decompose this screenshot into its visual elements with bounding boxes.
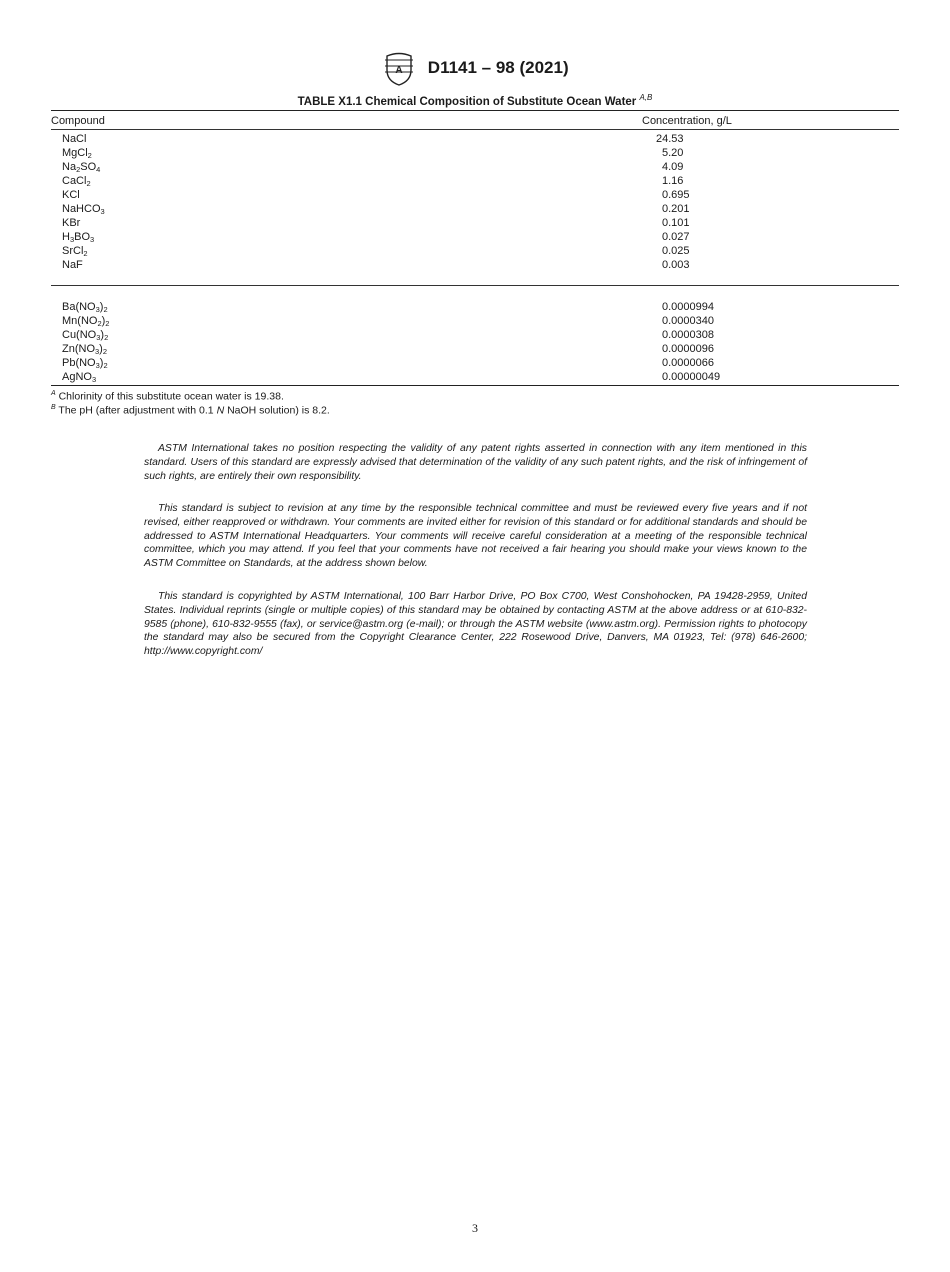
compound-cell (62, 356, 108, 370)
compound-cell (62, 244, 88, 258)
formula-text: SO (80, 161, 97, 173)
formula-subscript: 2 (102, 347, 108, 356)
formula-subscript: 3 (91, 375, 97, 384)
formula-text: CaCl (62, 175, 87, 187)
table-caption-text: TABLE X1.1 Chemical Composition of Substitute Ocean Water (297, 95, 637, 108)
document-header (0, 50, 950, 86)
formula-subscript: 2 (103, 305, 108, 314)
formula-text: NaF (62, 259, 83, 271)
formula-text: BO (74, 231, 91, 243)
document-designation: D1141 – 98 (2021) (427, 58, 569, 77)
formula-subscript: 2 (104, 333, 109, 342)
formula-text: Mn(NO (62, 315, 98, 327)
formula-subscript: 3 (95, 305, 100, 314)
compound-cell (62, 202, 105, 216)
compound-cell (62, 258, 83, 272)
concentration-cell: 0.027 (662, 231, 690, 243)
formula-text: H (62, 231, 70, 243)
formula-text: Cu(NO (62, 329, 97, 341)
formula-text: NaHCO (62, 203, 101, 215)
formula-text: ) (101, 315, 106, 327)
concentration-cell: 4.09 (662, 161, 684, 173)
table-bottom-rule (51, 385, 899, 386)
formula-subscript: 2 (76, 165, 81, 174)
footnote-a-text: Chlorinity of this substitute ocean water is 19.38. (58, 390, 284, 403)
formula-text: KCl (62, 189, 80, 201)
formula-text: ) (100, 329, 105, 341)
concentration-cell: 0.0000340 (662, 315, 714, 327)
footnote-a-label: A (51, 390, 56, 397)
concentration-cell: 0.695 (662, 189, 690, 201)
concentration-cell: 0.0000096 (662, 343, 714, 355)
formula-subscript: 3 (100, 207, 105, 216)
concentration-cell: 0.0000994 (662, 301, 714, 313)
concentration-cell: 0.0000066 (662, 357, 714, 369)
concentration-cell: 5.20 (662, 147, 684, 159)
formula-subscript: 3 (96, 333, 101, 342)
footnote-a (51, 390, 284, 403)
footnote-b-text-2: NaOH solution) is 8.2. (224, 404, 330, 417)
formula-subscript: 2 (87, 151, 92, 160)
compound-cell (62, 160, 100, 174)
compound-cell (62, 146, 92, 160)
concentration-cell: 0.201 (662, 203, 690, 215)
concentration-cell: 0.0000308 (662, 329, 714, 341)
compound-cell (62, 230, 94, 244)
compound-cell (62, 300, 108, 314)
concentration-cell: 0.00000049 (662, 371, 721, 383)
formula-text: AgNO (62, 371, 92, 383)
compound-cell (62, 132, 86, 146)
compound-cell (62, 370, 96, 384)
table-caption-refs: A,B (639, 93, 653, 102)
patent-notice: ASTM International takes no position respecting the validity of any patent rights asserted in connection with any item mentioned in this standard. Users of this standard are expressly advised that determination of the validity of any such patent rights, and the risk of infringement of such rights, are entirely their own responsibility. (144, 443, 807, 482)
formula-subscript: 2 (83, 249, 88, 258)
table-group-separator (51, 285, 899, 286)
compound-cell (62, 342, 107, 356)
formula-text: SrCl (62, 245, 84, 257)
formula-subscript: 2 (105, 319, 110, 328)
concentration-cell: 0.003 (662, 259, 690, 271)
formula-subscript: 3 (95, 347, 100, 356)
formula-text: ) (99, 301, 104, 313)
formula-subscript: 3 (69, 235, 75, 244)
formula-text: NaCl (62, 133, 87, 145)
table-caption (0, 93, 950, 108)
formula-subscript: 3 (95, 361, 100, 370)
formula-text: ) (99, 343, 103, 355)
footnote-b-label: B (51, 404, 56, 411)
compound-cell (62, 328, 108, 342)
footnote-b-normality: N (216, 404, 225, 417)
footnote-b (51, 404, 330, 417)
formula-text: Na (62, 161, 77, 173)
formula-subscript: 2 (86, 179, 91, 188)
concentration-cell: 1.16 (662, 175, 684, 187)
column-header-concentration: Concentration, g/L (642, 115, 732, 127)
formula-subscript: 3 (90, 235, 95, 244)
concentration-cell: 24.53 (656, 133, 684, 145)
formula-subscript: 2 (97, 319, 102, 328)
formula-text: ) (99, 357, 104, 369)
formula-subscript: 4 (96, 165, 101, 174)
page-number: 3 (472, 1221, 478, 1235)
compound-cell (62, 174, 91, 188)
column-header-compound: Compound (51, 115, 105, 127)
formula-text: Ba(NO (62, 301, 96, 313)
compound-cell (62, 314, 109, 328)
concentration-cell: 0.025 (662, 245, 690, 257)
formula-text: KBr (62, 217, 81, 229)
concentration-cell: 0.101 (662, 217, 690, 229)
table-top-rule (51, 110, 899, 111)
svg-text:A: A (395, 65, 403, 76)
formula-subscript: 2 (103, 361, 108, 370)
formula-text: Pb(NO (62, 357, 96, 369)
compound-cell (62, 188, 80, 202)
copyright-notice: This standard is copyrighted by ASTM International, 100 Barr Harbor Drive, PO Box C700, West Conshohocken, PA 19428-2959, United States. Individual reprints (single or multiple copies) of this standard may be obtained by contacting ASTM at the above address or at 610-832-9585 (phone), 610-832-9555 (fax), or service@astm.org (e-mail); or through the ASTM website (www.astm.org). Permission rights to photocopy the standard may also be secured from the Copyright Clearance Center, 222 Rosewood Drive, Danvers, MA 01923, Tel: (978) 646-2600; http://www.copyright.com/ (144, 591, 807, 658)
compound-cell (62, 216, 80, 230)
table-header-rule (51, 129, 899, 130)
astm-logo-icon (381, 50, 417, 86)
formula-text: Zn(NO (62, 343, 95, 355)
footnote-b-text-1: The pH (after adjustment with 0.1 (58, 404, 217, 417)
formula-text: MgCl (62, 147, 88, 159)
revision-notice: This standard is subject to revision at any time by the responsible technical committee and must be reviewed every five years and if not revised, either reapproved or withdrawn. Your comments are invited either for revision of this standard or for additional standards and should be addressed to ASTM International Headquarters. Your comments will receive careful consideration at a meeting of the responsible technical committee, which you may attend. If you feel that your comments have not received a fair hearing you should make your views known to the ASTM Committee on Standards, at the address shown below. (144, 503, 807, 570)
